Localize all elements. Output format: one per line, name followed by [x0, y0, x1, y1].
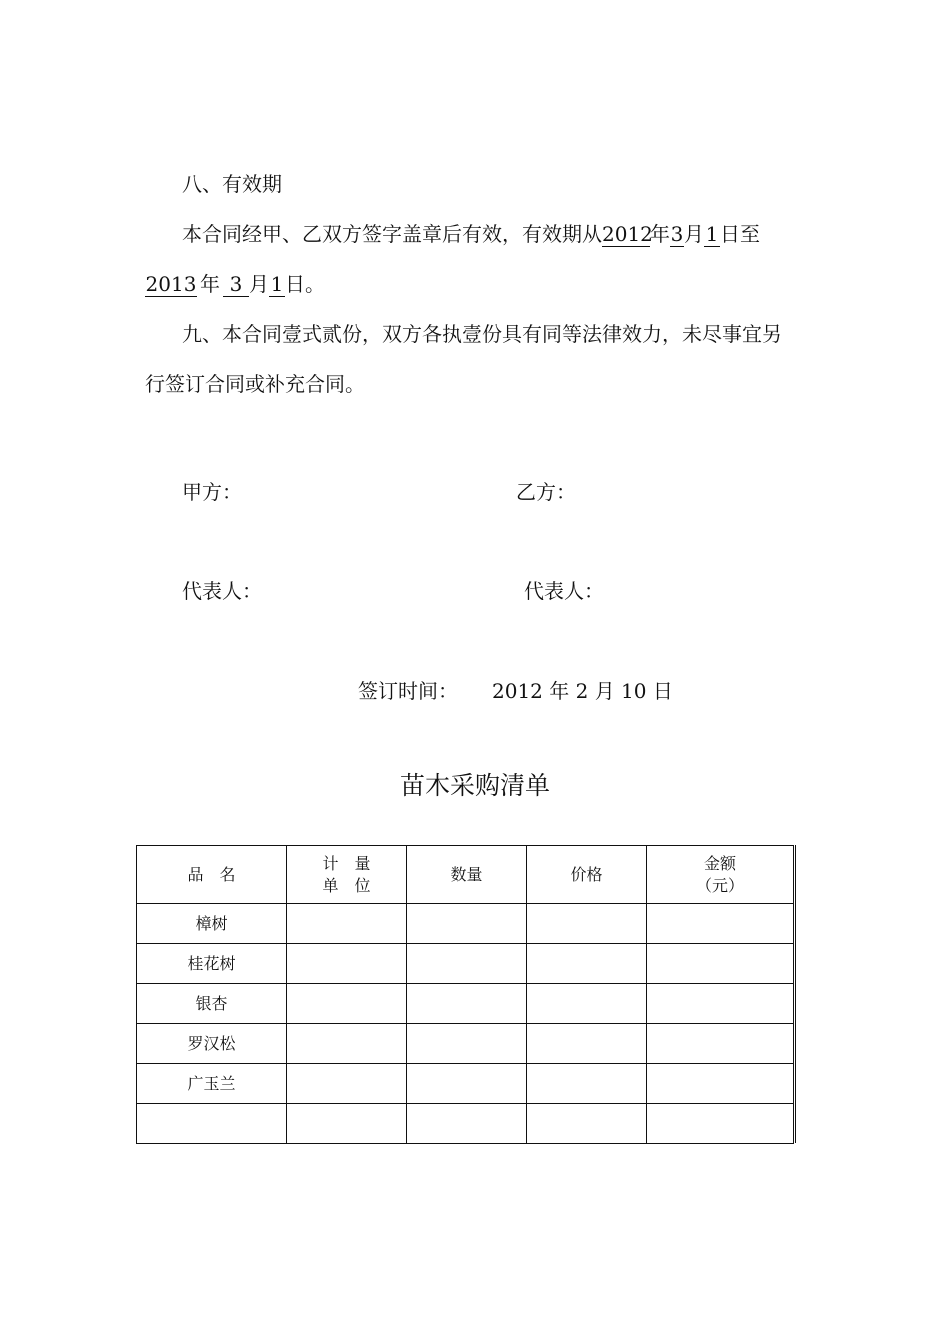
table-header-row: [137, 846, 794, 904]
rep-b-label: 代表人：: [524, 579, 604, 603]
row-quantity-cell: [407, 1024, 527, 1064]
clause-8-text-line2: [145, 270, 325, 298]
table-row: [137, 1024, 794, 1064]
end-month: 3: [223, 272, 249, 297]
table-row: [137, 1064, 794, 1104]
row-amount-cell: [647, 904, 794, 944]
row-amount-cell: [647, 944, 794, 984]
row-unit-cell: [287, 1064, 407, 1104]
row-amount-cell: [647, 1064, 794, 1104]
start-year: 2012: [602, 222, 653, 246]
row-amount-cell: [647, 1104, 794, 1144]
start-month: 3: [670, 222, 684, 246]
header-unit-line1: 计 量: [322, 853, 371, 873]
row-amount-cell: [647, 984, 794, 1024]
start-year-suffix: 年: [650, 222, 670, 246]
list-title: 苗木采购清单: [399, 771, 550, 800]
start-month-suffix: 月: [684, 222, 704, 246]
table-row: [137, 984, 794, 1024]
header-amount-line1: 金额: [703, 853, 736, 873]
start-day-suffix: 日至: [720, 222, 760, 246]
row-name-cell: 樟树: [137, 904, 287, 944]
header-amount-line2: （元）: [695, 875, 744, 895]
row-name-cell: 桂花树: [137, 944, 287, 984]
row-unit-cell: [287, 904, 407, 944]
party-b-label: 乙方：: [516, 480, 576, 504]
row-price-cell: [527, 904, 647, 944]
clause-9-line2: 行签订合同或补充合同。: [145, 372, 365, 396]
header-unit-line2: 单 位: [322, 875, 371, 895]
row-quantity-cell: [407, 984, 527, 1024]
header-quantity: 数量: [407, 846, 527, 904]
row-price-cell: [527, 1104, 647, 1144]
start-day: 1: [705, 222, 719, 246]
clause-8-text-line1: [182, 220, 760, 248]
row-price-cell: [527, 1064, 647, 1104]
sign-date-value: 2012 年 2 月 10 日: [492, 679, 673, 703]
header-amount: [647, 846, 794, 904]
row-price-cell: [527, 944, 647, 984]
row-quantity-cell: [407, 1104, 527, 1144]
header-unit: [287, 846, 407, 904]
header-price: 价格: [527, 846, 647, 904]
clause-8-heading: 八、有效期: [182, 172, 282, 196]
row-quantity-cell: [407, 1064, 527, 1104]
row-unit-cell: [287, 984, 407, 1024]
row-unit-cell: [287, 1024, 407, 1064]
table-row: [137, 904, 794, 944]
table-double-right-border: [795, 845, 796, 1143]
end-day: 1: [270, 272, 284, 296]
row-quantity-cell: [407, 904, 527, 944]
party-a-label: 甲方：: [182, 480, 242, 504]
row-quantity-cell: [407, 944, 527, 984]
row-amount-cell: [647, 1024, 794, 1064]
row-unit-cell: [287, 1104, 407, 1144]
table-row: [137, 1104, 794, 1144]
table-row: [137, 944, 794, 984]
seedling-purchase-table: [136, 845, 794, 1144]
end-month-suffix: 月: [249, 272, 269, 296]
clause-8-intro: 本合同经甲、乙双方签字盖章后有效，有效期从: [182, 222, 602, 246]
clause-9-line1: 九、本合同壹式贰份，双方各执壹份具有同等法律效力，未尽事宜另: [182, 322, 782, 346]
row-price-cell: [527, 1024, 647, 1064]
sign-date-label: 签订时间：: [358, 679, 458, 703]
row-price-cell: [527, 984, 647, 1024]
rep-a-label: 代表人：: [182, 579, 262, 603]
row-name-cell: 银杏: [137, 984, 287, 1024]
end-year: 2013: [145, 272, 197, 296]
row-unit-cell: [287, 944, 407, 984]
row-name-cell: 罗汉松: [137, 1024, 287, 1064]
header-name: 品 名: [137, 846, 287, 904]
end-year-suffix: 年: [200, 272, 220, 296]
end-day-suffix: 日。: [285, 272, 325, 296]
row-name-cell: 广玉兰: [137, 1064, 287, 1104]
row-name-cell: [137, 1104, 287, 1144]
